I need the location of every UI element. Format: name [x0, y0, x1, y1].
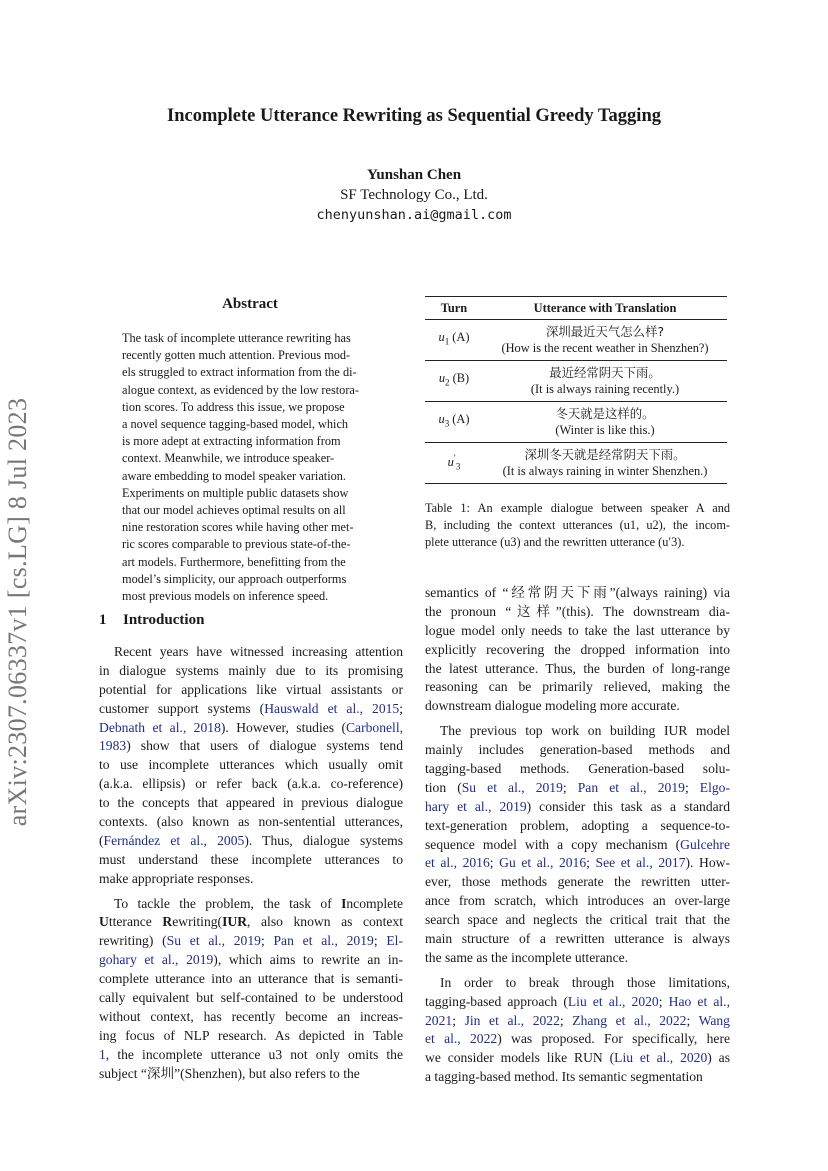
english-translation: (Winter is like this.) [555, 423, 655, 437]
abstract-body [122, 330, 380, 605]
citation-link[interactable]: Fernández et al., 2005 [103, 832, 245, 848]
text-line: 1, the incomplete utterance u3 not only omits the [99, 1046, 403, 1062]
text-line: Utterance Rewriting(IUR, also known as context [99, 914, 403, 930]
turn-cell: $u'_3$ [425, 443, 483, 484]
text-line: potential for applications like virtual assistants or [99, 681, 403, 697]
citation-link[interactable]: et al., 2022 [425, 1031, 498, 1047]
abstract-line: ric scores comparable to previous state-of-the- [122, 537, 351, 552]
turn-cell: $u_1$ (A) [425, 320, 483, 361]
text-line: 1983) show that users of dialogue systems tend [99, 738, 403, 754]
text-line: (a.k.a. ellipsis) or refer back (a.k.a. co-reference) [99, 776, 403, 792]
turn-cell: $u_3$ (A) [425, 402, 483, 443]
text-line: a tagging-based method. Its semantic segmentation [425, 1069, 703, 1085]
text-line: main structure of a rewritten utterance is always [425, 931, 730, 947]
abstract-line: is more adept at extracting information from [122, 434, 341, 449]
text-line: the latest utterance. Thus, the burden of long-range [425, 660, 730, 676]
text-line: tion (Su et al., 2019; Pan et al., 2019; Elgo- [425, 779, 730, 795]
text-line: tagging-based approach (Liu et al., 2020; Hao et al., [425, 993, 730, 1009]
text-line: mainly includes generation-based methods and [425, 742, 730, 758]
text-line: reasoning can be primarily relieved, making the [425, 679, 730, 695]
section-heading [99, 612, 204, 629]
citation-link[interactable]: Wang [698, 1012, 730, 1028]
caption-line: plete utterance (u3) and the rewritten utterance (u′3). [425, 535, 685, 550]
turn-cell: $u_2$ (B) [425, 361, 483, 402]
text-line: rewriting) (Su et al., 2019; Pan et al., 2019; El- [99, 933, 403, 949]
citation-link[interactable]: gohary et al., 2019 [99, 952, 214, 968]
bold-text: I [341, 895, 347, 911]
table-row [425, 320, 727, 361]
text-line: make appropriate responses. [99, 870, 254, 886]
text-line: complete utterance into an utterance that is semanti- [99, 971, 403, 987]
citation-link[interactable]: 1983 [99, 738, 127, 754]
col-turn-header: Turn [425, 297, 483, 320]
citation-link[interactable]: Jin et al., 2022 [464, 1012, 560, 1028]
english-translation: (It is always raining recently.) [530, 382, 680, 396]
text-line: The previous top work on building IUR model [440, 723, 730, 739]
text-line: logue model only needs to take the last utterance by [425, 622, 730, 638]
text-line: the pronoun “这样”(this). The downstream dia- [425, 603, 730, 619]
text-line: subject “深圳”(Shenzhen), but also refers to the [99, 1065, 360, 1081]
abstract-line: The task of incomplete utterance rewriting has [122, 331, 351, 345]
text-line: downstream dialogue modeling more accurate. [425, 698, 680, 714]
citation-link[interactable]: hary et al., 2019 [425, 798, 527, 814]
citation-link[interactable]: See et al., 2017 [595, 855, 686, 871]
citation-link[interactable]: Liu et al., 2020 [567, 993, 659, 1009]
citation-link[interactable]: Su et al., 2019 [461, 779, 563, 795]
text-line: Recent years have witnessed increasing attention [114, 644, 403, 659]
chinese-utterance: 冬天就是这样的。 [555, 405, 655, 421]
text-line: et al., 2022) was proposed. For specifically, here [425, 1031, 731, 1047]
citation-link[interactable]: Pan et al., 2019 [577, 779, 685, 795]
section-title: Introduction [123, 612, 205, 628]
text-line: semantics of “经常阴天下雨”(always raining) via [425, 585, 730, 600]
section-number: 1 [99, 612, 107, 628]
citation-link[interactable]: Carbonell, [345, 719, 403, 735]
arxiv-stamp-text: arXiv:2307.06337v1 [cs.LG] 8 Jul 2023 [3, 397, 32, 827]
citation-link[interactable]: Hauswald et al., 2015 [264, 700, 400, 716]
text-line: ing focus of NLP research. As depicted in Table [99, 1027, 403, 1043]
utterance-cell [483, 361, 727, 402]
text-line: gohary et al., 2019), which aims to rewrite an in- [99, 952, 403, 968]
chinese-utterance: 深圳冬天就是经常阴天下雨。 [524, 446, 686, 462]
abstract-line: alogue context, as evidenced by the low restora- [122, 382, 359, 397]
author-email: chenyunshan.ai@gmail.com [316, 207, 512, 223]
abstract-line: a novel sequence tagging-based model, which [122, 417, 349, 432]
chinese-utterance: 深圳最近天气怎么样? [545, 323, 665, 339]
text-line: sequence model with a copy mechanism (Gulcehre [425, 836, 730, 852]
text-line: without context, has recently become an increas- [99, 1008, 403, 1024]
citation-link[interactable]: Zhang et al., 2022 [572, 1012, 687, 1028]
bold-text: U [99, 914, 109, 930]
paper-title: Incomplete Utterance Rewriting as Sequential Greedy Tagging [167, 106, 661, 126]
table-header-row [425, 297, 727, 320]
citation-link[interactable]: et al., 2016 [425, 855, 490, 871]
text-line: Debnath et al., 2018). However, studies (Carbonell, [99, 719, 403, 735]
abstract-line: recently gotten much attention. Previous mod- [122, 348, 351, 363]
citation-link[interactable]: Elgo- [699, 779, 730, 795]
citation-link[interactable]: 1 [99, 1046, 106, 1062]
caption-line: Table 1: An example dialogue between speaker A and [425, 501, 730, 515]
abstract-line: els struggled to extract information from the di- [122, 365, 357, 380]
citation-link[interactable]: Hao et al., [668, 993, 730, 1009]
text-line: (Fernández et al., 2005). Thus, dialogue systems [99, 832, 403, 848]
table-caption [425, 500, 730, 552]
table-row [425, 443, 727, 484]
text-line: we consider models like RUN (Liu et al., 2020) as [425, 1050, 730, 1066]
text-line: to use incomplete utterances which usually omit [99, 757, 403, 773]
right-column-text [425, 584, 730, 1087]
citation-link[interactable]: Su et al., 2019 [166, 933, 261, 949]
citation-link[interactable]: Gu et al., 2016 [499, 855, 587, 871]
text-line: ever, those methods generate the rewritten utter- [425, 874, 730, 890]
text-line: 2021; Jin et al., 2022; Zhang et al., 2022; Wang [425, 1012, 730, 1028]
col-utterance-header: Utterance with Translation [483, 297, 727, 320]
text-line: in dialogue systems mainly due to its promising [99, 662, 403, 678]
english-translation: (It is always raining in winter Shenzhen.) [502, 464, 708, 478]
author-affiliation: SF Technology Co., Ltd. [340, 187, 488, 203]
bold-text: R [162, 914, 173, 930]
author-name: Yunshan Chen [366, 167, 462, 183]
citation-link[interactable]: 2021 [425, 1012, 453, 1028]
abstract-line: tion scores. To address this issue, we propose [122, 399, 345, 414]
abstract-line: art models. Furthermore, benefitting from the [122, 554, 346, 569]
abstract-line: context. Meanwhile, we introduce speaker- [122, 451, 335, 466]
abstract-line: Experiments on multiple public datasets show [122, 485, 349, 500]
text-line: explicitly recovering the dropped information into [425, 641, 730, 657]
text-line: text-generation problem, adopting a sequence-to- [425, 817, 730, 833]
abstract-line: model’s simplicity, our approach outperforms [122, 571, 347, 586]
left-column-text [99, 643, 403, 1083]
text-line: hary et al., 2019) consider this task as a standard [425, 798, 730, 814]
text-line: cally equivalent but self-contained to be understood [99, 990, 403, 1006]
text-line: search space and neglects the critical trait that the [425, 912, 730, 928]
text-line: tagging-based methods. Generation-based solu- [425, 761, 730, 777]
citation-link[interactable]: Pan et al., 2019 [273, 933, 374, 949]
dialogue-table [425, 296, 727, 484]
english-translation: (How is the recent weather in Shenzhen?) [501, 341, 709, 355]
citation-link[interactable]: Debnath et al., 2018 [99, 719, 221, 735]
abstract-heading: Abstract [222, 296, 278, 312]
abstract-line: aware embedding to model speaker variation. [122, 468, 346, 483]
abstract-line: that our model achieves optimal results on all [122, 503, 346, 518]
text-line: To tackle the problem, the task of Incomplete [114, 895, 403, 911]
utterance-cell [483, 320, 727, 361]
text-line: ance from scratch, which introduces an over-large [425, 893, 730, 909]
text-line: In order to break through those limitations, [440, 974, 730, 990]
citation-link[interactable]: El- [386, 933, 403, 949]
text-line: contexts. (also known as non-sentential utterances, [99, 814, 403, 830]
bold-text: IUR [222, 914, 248, 930]
abstract-line: nine restoration scores while having other met- [122, 520, 354, 535]
text-line: the same as the incomplete utterance. [425, 949, 629, 965]
caption-line: B, including the context utterances (u1, u2), the incom- [425, 518, 730, 533]
text-line: customer support systems (Hauswald et al., 2015; [99, 700, 403, 716]
citation-link[interactable]: Gulcehre [680, 836, 730, 852]
utterance-cell [483, 443, 727, 484]
text-line: to the concepts that appeared in previous dialogue [99, 795, 403, 811]
citation-link[interactable]: Liu et al., 2020 [614, 1050, 708, 1066]
table-row [425, 361, 727, 402]
text-line: et al., 2016; Gu et al., 2016; See et al., 2017). How- [425, 855, 730, 871]
text-line: must understand these incomplete utterances to [99, 851, 403, 867]
abstract-line: most previous models on inference speed. [122, 589, 329, 604]
table-row [425, 402, 727, 443]
chinese-utterance: 最近经常阴天下雨。 [549, 364, 661, 380]
utterance-cell [483, 402, 727, 443]
